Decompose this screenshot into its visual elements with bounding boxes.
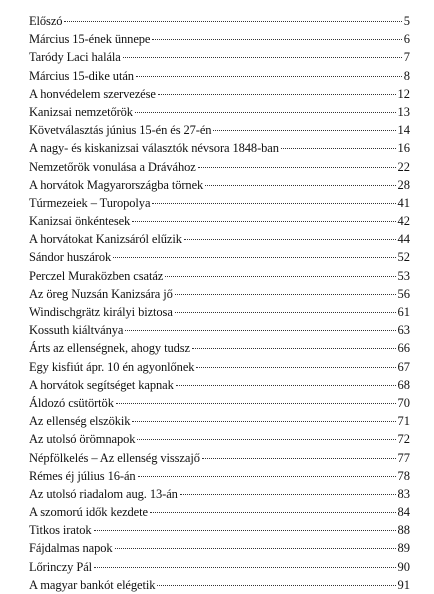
toc-entry-title: Lőrinczy Pál: [29, 559, 93, 574]
toc-entry-title: Az utolsó riadalom aug. 13-án: [29, 486, 178, 501]
dot-leader: [136, 76, 402, 77]
dot-leader: [152, 39, 401, 40]
toc-entry: [29, 558, 410, 576]
dot-leader: [137, 439, 395, 440]
toc-entry-title: Perczel Muraközben csatáz: [29, 268, 164, 283]
toc-entry-title: Népfölkelés – Az ellenség visszajő: [29, 450, 200, 465]
toc-entry: [29, 139, 410, 157]
toc-entry-page: 66: [397, 341, 410, 356]
dot-leader: [152, 203, 395, 204]
toc-entry-title: A horvátok Magyarországba törnek: [29, 177, 204, 192]
toc-entry-page: 72: [397, 432, 410, 447]
toc-entry: [29, 48, 410, 66]
toc-entry-page: 78: [397, 468, 410, 483]
dot-leader: [180, 494, 396, 495]
toc-entry-title: A honvédelem szervezése: [29, 86, 156, 101]
toc-entry-title: Sándor huszárok: [29, 250, 112, 265]
toc-entry-page: 77: [397, 450, 410, 465]
dot-leader: [116, 403, 396, 404]
dot-leader: [184, 239, 396, 240]
toc-entry-page: 28: [397, 177, 410, 192]
toc-entry: [29, 467, 410, 485]
toc-entry-title: Rémes éj július 16-án: [29, 468, 136, 483]
toc-entry: [29, 303, 410, 321]
toc-entry-title: A horvátok segítséget kapnak: [29, 377, 174, 392]
toc-entry-title: A nagy- és kiskanizsai választók névsora 1848-ban: [29, 141, 279, 156]
toc-entry-title: Március 15-ének ünnepe: [29, 32, 151, 47]
toc-entry-page: 53: [397, 268, 410, 283]
dot-leader: [202, 458, 396, 459]
toc-entry-page: 8: [403, 68, 410, 83]
toc-entry: [29, 539, 410, 557]
dot-leader: [150, 512, 396, 513]
toc-entry: [29, 376, 410, 394]
dot-leader: [205, 185, 395, 186]
toc-entry-page: 70: [397, 395, 410, 410]
table-of-contents: [29, 12, 410, 594]
toc-entry: [29, 85, 410, 103]
toc-entry: [29, 285, 410, 303]
toc-entry-title: A szomorú idők kezdete: [29, 505, 148, 520]
dot-leader: [115, 548, 396, 549]
toc-entry-title: Áldozó csütörtök: [29, 395, 114, 410]
toc-entry: [29, 248, 410, 266]
toc-entry-page: 42: [397, 214, 410, 229]
dot-leader: [132, 421, 395, 422]
toc-entry-title: Titkos iratok: [29, 523, 92, 538]
toc-entry-page: 88: [397, 523, 410, 538]
toc-entry-title: Taródy Laci halála: [29, 50, 121, 65]
toc-entry-title: Egy kisfiút ápr. 10 én agyonlőnek: [29, 359, 195, 374]
toc-entry-page: 5: [403, 14, 410, 28]
toc-entry-page: 22: [397, 159, 410, 174]
dot-leader: [157, 585, 395, 586]
dot-leader: [213, 130, 395, 131]
toc-entry-page: 6: [403, 32, 410, 47]
toc-entry-title: Árts az ellenségnek, ahogy tudsz: [29, 341, 190, 356]
dot-leader: [192, 348, 396, 349]
toc-entry: [29, 212, 410, 230]
toc-entry-title: Az ellenség elszökik: [29, 414, 131, 429]
toc-entry: [29, 339, 410, 357]
dot-leader: [113, 257, 395, 258]
toc-entry-title: Követválasztás június 15-én és 27-én: [29, 123, 212, 138]
toc-entry-title: Fájdalmas napok: [29, 541, 113, 556]
toc-entry-page: 71: [397, 414, 410, 429]
toc-entry: [29, 121, 410, 139]
dot-leader: [175, 312, 396, 313]
toc-entry: [29, 103, 410, 121]
toc-entry-title: Előszó: [29, 14, 63, 28]
toc-entry-page: 83: [397, 486, 410, 501]
toc-entry-page: 91: [397, 577, 410, 592]
toc-entry-page: 41: [397, 195, 410, 210]
toc-entry-page: 16: [397, 141, 410, 156]
toc-entry: [29, 321, 410, 339]
dot-leader: [175, 294, 396, 295]
toc-entry-title: Az öreg Nuzsán Kanizsára jő: [29, 286, 173, 301]
dot-leader: [281, 148, 396, 149]
toc-entry: [29, 158, 410, 176]
toc-entry-page: 61: [397, 305, 410, 319]
toc-entry-page: 52: [397, 250, 410, 265]
toc-entry-page: 63: [397, 323, 410, 338]
toc-entry: [29, 449, 410, 467]
toc-entry: [29, 230, 410, 248]
toc-entry-title: A magyar bankót elégetik: [29, 577, 156, 592]
toc-entry: [29, 521, 410, 539]
toc-entry: [29, 267, 410, 285]
toc-entry-title: Túrmezeiek – Turopolya: [29, 195, 151, 210]
dot-leader: [94, 530, 396, 531]
toc-entry-title: A horvátokat Kanizsáról elűzik: [29, 232, 182, 247]
dot-leader: [196, 367, 395, 368]
toc-entry: [29, 67, 410, 85]
dot-leader: [123, 57, 402, 58]
dot-leader: [176, 385, 396, 386]
toc-entry-page: 84: [397, 505, 410, 520]
toc-entry-title: Kanizsai nemzetőrök: [29, 104, 133, 119]
toc-entry-page: 14: [397, 123, 410, 138]
toc-entry-title: Nemzetőrök vonulása a Drávához: [29, 159, 196, 174]
toc-entry: [29, 576, 410, 594]
toc-entry-page: 67: [397, 359, 410, 374]
dot-leader: [198, 167, 396, 168]
toc-entry: [29, 412, 410, 430]
toc-entry-page: 44: [397, 232, 410, 247]
toc-entry-page: 90: [397, 559, 410, 574]
dot-leader: [64, 21, 401, 22]
dot-leader: [165, 276, 395, 277]
dot-leader: [135, 112, 396, 113]
toc-entry-page: 89: [397, 541, 410, 556]
dot-leader: [94, 567, 395, 568]
dot-leader: [138, 476, 396, 477]
toc-entry-page: 68: [397, 377, 410, 392]
toc-entry-title: Az utolsó örömnapok: [29, 432, 136, 447]
toc-entry: [29, 394, 410, 412]
toc-entry: [29, 503, 410, 521]
toc-entry-page: 7: [403, 50, 410, 65]
toc-entry-title: Kossuth kiáltványa: [29, 323, 124, 338]
toc-entry: [29, 30, 410, 48]
dot-leader: [132, 221, 395, 222]
toc-entry: [29, 194, 410, 212]
toc-entry-title: Kanizsai önkéntesek: [29, 214, 131, 229]
toc-entry: [29, 358, 410, 376]
toc-entry-page: 13: [397, 104, 410, 119]
toc-entry: [29, 485, 410, 503]
toc-entry-title: Windischgrätz királyi biztosa: [29, 305, 173, 319]
toc-entry-title: Március 15-dike után: [29, 68, 134, 83]
toc-entry-page: 12: [397, 86, 410, 101]
toc-entry: [29, 430, 410, 448]
dot-leader: [158, 94, 396, 95]
toc-entry-page: 56: [397, 286, 410, 301]
dot-leader: [125, 330, 395, 331]
toc-entry: [29, 176, 410, 194]
toc-entry: [29, 12, 410, 30]
